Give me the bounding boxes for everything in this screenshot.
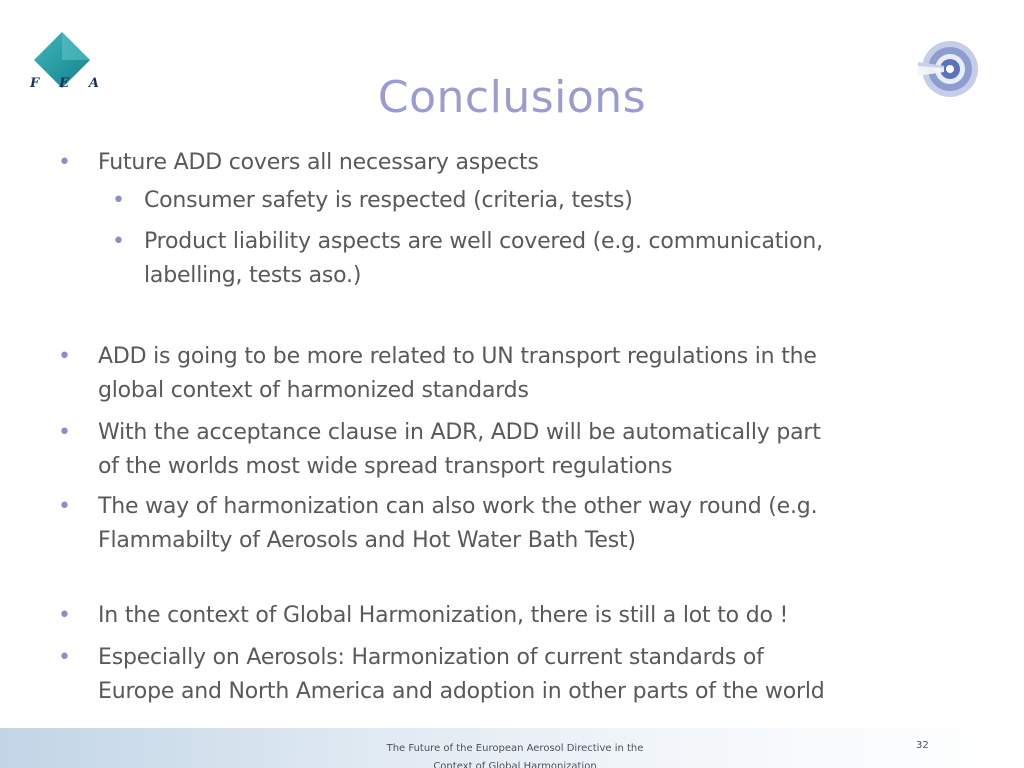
bullet-item <box>58 146 539 180</box>
bullet-icon: • <box>58 494 71 519</box>
bullet-item <box>58 340 817 408</box>
fea-letter-f: F <box>30 76 41 91</box>
bullet-text: Especially on Aerosols: Harmonization of current standards of <box>98 645 764 670</box>
bullet-icon: • <box>58 645 71 670</box>
bullet-text: Consumer safety is respected (criteria, tests) <box>144 188 633 213</box>
bullet-text: With the acceptance clause in ADR, ADD will be automatically part <box>98 420 821 445</box>
bullet-item <box>58 641 825 709</box>
bullet-icon: • <box>58 603 71 628</box>
bullet-text: ADD is going to be more related to UN transport regulations in the <box>98 344 817 369</box>
bullet-text: In the context of Global Harmonization, there is still a lot to do ! <box>98 603 789 628</box>
bullet-item <box>58 599 788 633</box>
bullet-text-continuation: global context of harmonized standards <box>98 378 529 403</box>
fea-letter-a: A <box>88 76 100 91</box>
bullet-text-continuation: labelling, tests aso.) <box>144 263 362 288</box>
bullet-icon: • <box>58 420 71 445</box>
bullet-text-continuation: Flammabilty of Aerosols and Hot Water Bath Test) <box>98 528 636 553</box>
fea-letter-e: E <box>59 76 71 91</box>
slide-title: Conclusions <box>377 72 647 123</box>
bullet-text-continuation: of the worlds most wide spread transport regulations <box>98 454 673 479</box>
bullet-text-continuation: Europe and North America and adoption in other parts of the world <box>98 679 825 704</box>
bullet-icon: • <box>58 344 71 369</box>
bullet-icon: • <box>112 188 125 213</box>
bullet-item <box>58 416 821 484</box>
bullet-item <box>58 490 817 558</box>
footer-text <box>340 740 690 768</box>
sub-bullet-item <box>58 184 633 218</box>
bullet-text: Product liability aspects are well covered (e.g. communication, <box>144 229 823 254</box>
bullet-icon: • <box>58 150 71 175</box>
footer-line-1: The Future of the European Aerosol Directive in the <box>386 743 644 754</box>
bullet-text: Future ADD covers all necessary aspects <box>98 150 539 175</box>
page-number: 32 <box>916 740 929 751</box>
footer-line-2: Context of Global Harmonization <box>433 761 597 768</box>
bullet-icon: • <box>112 229 125 254</box>
sub-bullet-item <box>58 225 823 293</box>
bullet-text: The way of harmonization can also work the other way round (e.g. <box>98 494 818 519</box>
